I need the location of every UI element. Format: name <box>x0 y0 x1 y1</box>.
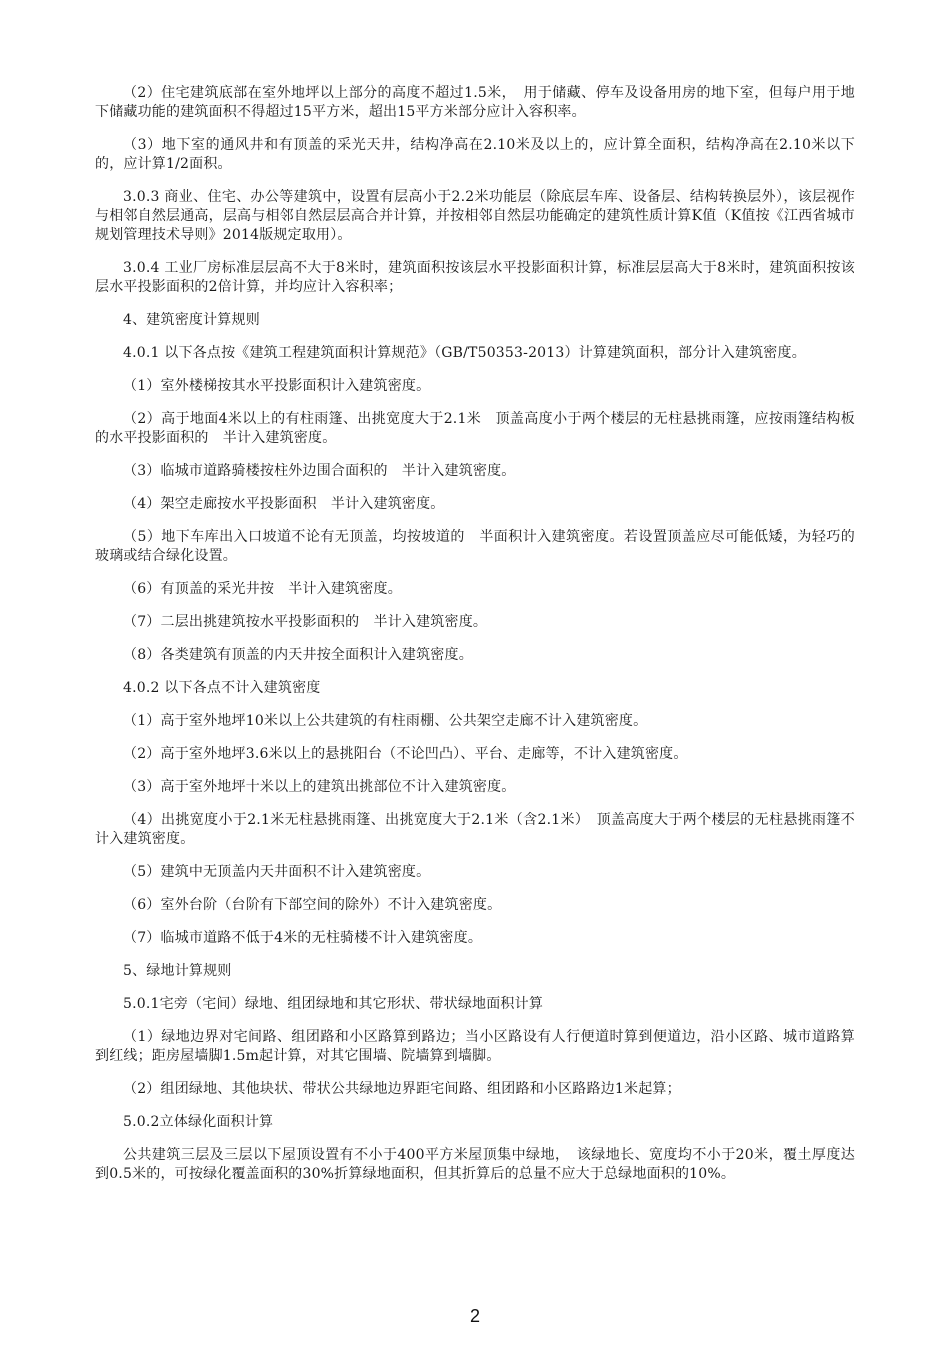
list-item-arcade: （3）临城市道路骑楼按柱外边围合面积的 半计入建筑密度。 <box>123 463 516 479</box>
section-heading-building-density: 4、建筑密度计算规则 <box>123 312 260 328</box>
subsection-heading-5-0-2: 5.0.2立体绿化面积计算 <box>123 1114 274 1130</box>
list-item-covered-courtyard: （8）各类建筑有顶盖的内天井按全面积计入建筑密度。 <box>123 647 473 663</box>
document-body <box>95 84 855 1198</box>
list-item-second-floor-projection: （7）二层出挑建筑按水平投影面积的 半计入建筑密度。 <box>123 614 488 630</box>
list-item-public-green-boundary: （2）组团绿地、其他块状、带状公共绿地边界距宅间路、组团路和小区路路边1米起算； <box>123 1081 681 1097</box>
list-item-outdoor-steps: （6）室外台阶（台阶有下部空间的除外）不计入建筑密度。 <box>123 897 502 913</box>
paragraph-roof-greening: 公共建筑三层及三层以下屋顶设置有不小于400平方米屋顶集中绿地， 该绿地长、宽度均不小于20米，覆土厚度达到0.5米的，可按绿化覆盖面积的30%折算绿地面积，但其折算后的总量不应大于总绿地面积的10%。 <box>95 1147 855 1182</box>
list-item-column-free-arcade: （7）临城市道路不低于4米的无柱骑楼不计入建筑密度。 <box>123 930 483 946</box>
list-item-light-well: （6）有顶盖的采光井按 半计入建筑密度。 <box>123 581 402 597</box>
list-item-overhead-corridor: （4）架空走廊按水平投影面积 半计入建筑密度。 <box>123 496 445 512</box>
paragraph-ventilation-shaft: （3）地下室的通风井和有顶盖的采光天井，结构净高在2.10米及以上的，应计算全面积，结构净高在2.10米以下的，应计算1/2面积。 <box>95 137 855 172</box>
list-item-green-boundary: （1）绿地边界对宅间路、组团路和小区路算到路边；当小区路设有人行便道时算到便道边，沿小区路、城市道路算到红线；距房屋墙脚1.5m起计算，对其它围墙、院墙算到墙脚。 <box>95 1029 855 1064</box>
paragraph-5-0-1: 5.0.1宅旁（宅间）绿地、组团绿地和其它形状、带状绿地面积计算 <box>123 996 544 1012</box>
list-item-garage-ramp: （5）地下车库出入口坡道不论有无顶盖，均按坡道的 半面积计入建筑密度。若设置顶盖应尽可能低矮，为轻巧的玻璃或结合绿化设置。 <box>95 529 855 564</box>
paragraph-3-0-4: 3.0.4 工业厂房标准层层高不大于8米时，建筑面积按该层水平投影面积计算，标准层层高大于8米时，建筑面积按该层水平投影面积的2倍计算，并均应计入容积率； <box>95 260 855 295</box>
paragraph-4-0-1: 4.0.1 以下各点按《建筑工程建筑面积计算规范》（GB/T50353-2013）计算建筑面积，部分计入建筑密度。 <box>123 345 806 361</box>
paragraph-basement-height: （2）住宅建筑底部在室外地坪以上部分的高度不超过1.5米， 用于储藏、停车及设备用房的地下室，但每户用于地下储藏功能的建筑面积不得超过15平方米，超出15平方米部分应计入容积率。 <box>95 85 855 120</box>
list-item-balcony: （2）高于室外地坪3.6米以上的悬挑阳台（不论凹凸）、平台、走廊等，不计入建筑密度。 <box>123 746 688 762</box>
list-item-open-courtyard: （5）建筑中无顶盖内天井面积不计入建筑密度。 <box>123 864 431 880</box>
paragraph-3-0-3: 3.0.3 商业、住宅、办公等建筑中，设置有层高小于2.2米功能层（除底层车库、设备层、结构转换层外），该层视作与相邻自然层通高，层高与相邻自然层层高合并计算，并按相邻自然层功能确定的建筑性质计算K值（K值按《江西省城市规划管理技术导则》2014版规定取用）。 <box>95 189 855 243</box>
list-item-public-canopy: （1）高于室外地坪10米以上公共建筑的有柱雨棚、公共架空走廊不计入建筑密度。 <box>123 713 648 729</box>
section-heading-green-space: 5、绿地计算规则 <box>123 963 232 979</box>
subsection-heading-4-0-2: 4.0.2 以下各点不计入建筑密度 <box>123 680 321 696</box>
list-item-canopy: （2）高于地面4米以上的有柱雨篷、出挑宽度大于2.1米 顶盖高度小于两个楼层的无柱悬挑雨篷，应按雨篷结构板的水平投影面积的 半计入建筑密度。 <box>95 411 855 446</box>
list-item-outdoor-stairs: （1）室外楼梯按其水平投影面积计入建筑密度。 <box>123 378 431 394</box>
page-number: 2 <box>469 1306 480 1326</box>
list-item-high-projection: （3）高于室外地坪十米以上的建筑出挑部位不计入建筑密度。 <box>123 779 516 795</box>
list-item-cantilever-canopy: （4）出挑宽度小于2.1米无柱悬挑雨篷、出挑宽度大于2.1米（含2.1米） 顶盖高度大于两个楼层的无柱悬挑雨篷不计入建筑密度。 <box>95 812 855 847</box>
